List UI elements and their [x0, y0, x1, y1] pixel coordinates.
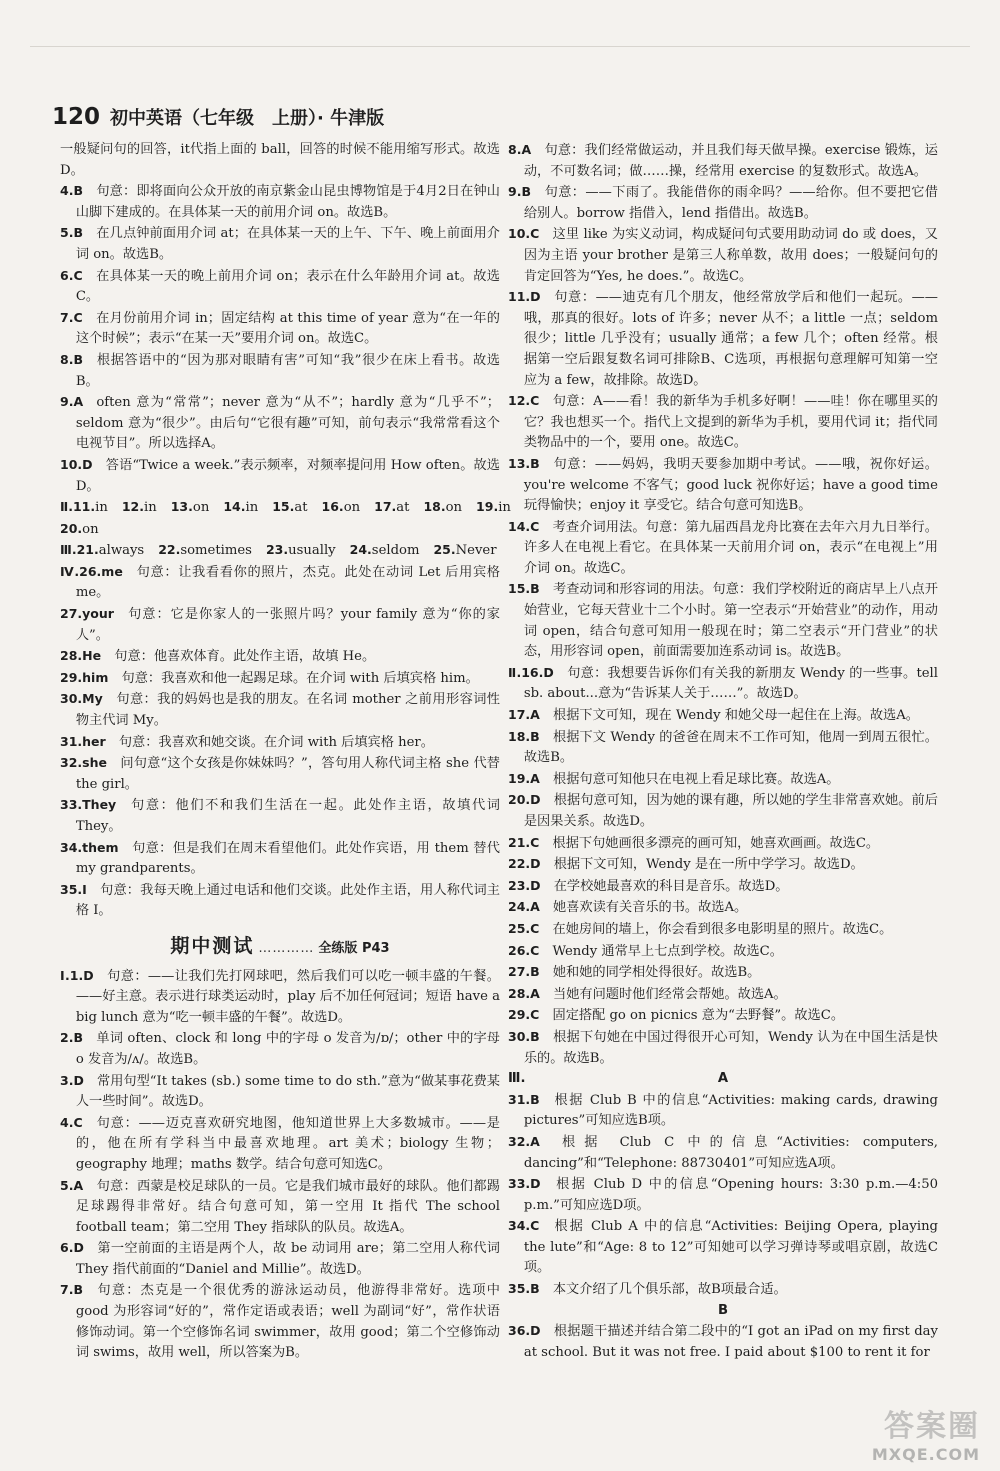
- question-number: 31.B: [508, 1091, 540, 1107]
- explanation-text: 句意：——妈妈，我明天要参加期中考试。——哦，祝你好运。you're welcome 不客气；good luck 祝你好运；have a good time 玩得愉快；enjoy it 享受它。结合句意可知选B。: [523, 456, 938, 514]
- answer-item: [508, 1132, 938, 1174]
- question-number: 9.B: [508, 184, 531, 200]
- answer-item: [60, 880, 500, 922]
- answer-item: [60, 181, 500, 223]
- explanation-text: 根据句意可知他只在电视上看足球比赛。故选A。: [553, 771, 840, 787]
- explanation-text: 根据题干描述并结合第二段中的“I got an iPad on my first day at school. But it was not free. I paid about $100 to rent it for: [523, 1324, 938, 1360]
- explanation-text: 在学校她最喜欢的科目是音乐。故选D。: [553, 878, 789, 894]
- answer-item: [60, 455, 500, 497]
- explanation-text: 第一空前面的主语是两个人，故 be 动词用 are；第二空用人称代词 They 指代前面的“Daniel and Millie”。故选D。: [75, 1241, 500, 1277]
- answer-item: [508, 941, 938, 963]
- answer-item: [60, 668, 500, 690]
- answer-item: [60, 1176, 500, 1239]
- explanation-text: 当她有问题时他们经常会帮她。故选A。: [553, 986, 787, 1002]
- explanation-text: 在具体某一天的晚上前用介词 on；表示在什么年龄用介词 at。故选C。: [75, 268, 500, 305]
- answer-row: [60, 540, 500, 562]
- fill-answer: [171, 500, 210, 515]
- explanation-text: 在月份前用介词 in；固定结构 at this time of year 意为“在一年的这个时候”；表示“在某一天”要用介词 on。故选C。: [75, 310, 500, 347]
- answer-word: sometimes: [180, 543, 252, 559]
- left-column: [60, 140, 511, 1364]
- fill-answer: [60, 522, 99, 537]
- answer-item: [60, 266, 500, 308]
- explanation-text: 句意：——迪克有几个朋友，他经常放学后和他们一起玩。——哦，那真的很好。lots of 许多；never 从不；a little 一点；seldom 很少；little 几乎没有；usually 通常；a few 几个；often 经常。根据第一空后跟复数名词可排除B、C选项，再根据句意理解可知第一空应为 a few，故排除。故选D。: [523, 290, 938, 388]
- question-number: 24.: [349, 542, 372, 558]
- answer-item: [60, 308, 500, 350]
- explanation-text: 句意：它是你家人的一张照片吗？your family 意为“你的家人”。: [75, 607, 500, 643]
- answer-item: [60, 1238, 500, 1280]
- book-title: 初中英语（七年级 上册）· 牛津版: [110, 108, 385, 129]
- explanation-text: 在几点钟前面用介词 at；在具体某一天的上午、下午、晚上前面用介词 on。故选B。: [75, 226, 500, 262]
- fill-answer: [223, 500, 258, 515]
- question-number: 20.D: [508, 792, 541, 808]
- question-number: 30.My: [60, 691, 103, 707]
- watermark-logo-text: 答案圈: [884, 1409, 980, 1444]
- explanation-text: 句意：即将面向公众开放的南京紫金山昆虫博物馆是于4月2日在钟山山脚下建成的。在具体某一天的前用介词 on。故选B。: [75, 184, 500, 220]
- answer-item: [508, 182, 938, 224]
- answer-word: at: [396, 500, 410, 516]
- answer-item: [60, 392, 500, 455]
- answer-item: [60, 1028, 500, 1070]
- explanation-text: 这里 like 为实义动词，构成疑问句式要用助动词 do 或 does，又因为主语 your brother 是第三人称单数，故用 does；一般疑问句的肯定回答为“Yes, he does.”。故选C。: [523, 227, 938, 284]
- answer-item: [60, 140, 500, 181]
- question-number: 5.A: [60, 1177, 84, 1193]
- question-number: 8.B: [60, 351, 83, 367]
- answer-item: [60, 350, 500, 392]
- subsection-heading: [508, 1301, 938, 1322]
- answer-item: [60, 562, 500, 604]
- answer-word: in: [498, 500, 511, 516]
- question-number: Ⅰ.1.D: [60, 967, 94, 983]
- answer-item: [508, 287, 938, 391]
- explanation-text: 根据句意可知，因为她的课有趣，所以她的学生非常喜欢她。前后是因果关系。故选D。: [523, 793, 938, 829]
- page-reference: 全练版 P43: [318, 940, 390, 956]
- answer-word: Never: [455, 543, 497, 559]
- explanation-text: Wendy 通常早上七点到学校。故选C。: [552, 943, 783, 959]
- question-number: 18.B: [508, 728, 540, 744]
- question-number: 25.C: [508, 920, 540, 936]
- explanation-text: 句意：我喜欢和她交谈。在介词 with 后填宾格 her。: [118, 734, 434, 750]
- explanation-text: 句意：让我看看你的照片，杰克。此处在动词 Let 后用宾格 me。: [75, 564, 500, 601]
- answer-item: [508, 579, 938, 662]
- answer-item: [508, 1174, 938, 1216]
- answer-item: [508, 876, 938, 898]
- fill-answer: [433, 543, 496, 558]
- explanation-text: 根据 Club A 中的信息“Activities: Beijing Opera, playing the lute”和“Age: 8 to 12”可知她可以学习弹诗琴或唱京剧，故选C项。: [523, 1219, 938, 1276]
- answer-item: [60, 753, 500, 795]
- explanation-text: 句意：他们不和我们生活在一起。此处作主语，故填代词 They。: [75, 798, 500, 834]
- answer-word: on: [192, 500, 210, 516]
- answer-item: [508, 984, 938, 1006]
- answer-item: [60, 1071, 500, 1113]
- explanation-text: 句意：——让我们先打网球吧，然后我们可以吃一顿丰盛的午餐。——好主意。表示进行球类运动时，play 后不加任何冠词；短语 have a big lunch 意为“吃一顿丰盛的午餐”。故选D。: [75, 968, 500, 1025]
- question-number: 28.He: [60, 648, 102, 664]
- question-number: 34.them: [60, 839, 119, 855]
- question-number: 33.D: [508, 1176, 541, 1192]
- answer-item: [60, 1280, 500, 1363]
- fill-answer: [266, 543, 336, 558]
- question-number: 25.: [433, 542, 456, 558]
- answer-item: [508, 1279, 938, 1301]
- question-number: 11.D: [508, 289, 541, 305]
- question-number: 14.: [223, 499, 246, 515]
- question-number: 4.C: [60, 1114, 83, 1130]
- question-number: 7.C: [60, 309, 83, 325]
- question-number: 6.C: [60, 267, 83, 283]
- question-number: 2.B: [60, 1030, 83, 1046]
- answer-item: [60, 732, 500, 754]
- answer-word: in: [245, 500, 259, 516]
- answer-item: [508, 391, 938, 454]
- question-number: 15.B: [508, 581, 540, 597]
- answer-item: [508, 790, 938, 832]
- explanation-text: 根据下句她在中国过得很开心可知，Wendy 认为在中国生活是快乐的。故选B。: [523, 1029, 938, 1066]
- question-number: 36.D: [508, 1323, 541, 1339]
- fill-answer: [350, 543, 420, 558]
- answer-item: [60, 966, 500, 1029]
- answer-row: [60, 497, 511, 519]
- explanation-text: 单词 often、clock 和 long 中的字母 o 发音为/ɒ/；other 中的字母 o 发音为/ʌ/。故选B。: [75, 1031, 500, 1067]
- answer-row: [60, 519, 500, 541]
- explanation-text: 根据 Club B 中的信息“Activities: making cards, drawing pictures”可知应选B项。: [523, 1092, 938, 1129]
- question-number: 28.A: [508, 985, 540, 1001]
- question-number: 23.D: [508, 877, 541, 893]
- question-number: 14.C: [508, 518, 540, 534]
- passage-letter: B: [717, 1302, 729, 1318]
- question-number: 19.: [476, 499, 499, 515]
- explanation-text: 句意：我们经常做运动，并且我们每天做早操。exercise 锻炼，运动，不可数名词；做……操，经常用 exercise 的复数形式。故选A。: [523, 143, 938, 179]
- question-number: 15.: [272, 499, 295, 515]
- answer-item: [508, 224, 938, 287]
- fill-answer: [77, 543, 145, 558]
- answer-item: [508, 919, 938, 941]
- explanation-text: 根据下句她画很多漂亮的画可知，她喜欢画画。故选C。: [552, 835, 880, 851]
- question-number: 33.They: [60, 797, 117, 813]
- explanation-text: 句意：——下雨了。我能借你的雨伞吗？——给你。但不要把它借给别人。borrow 指借入，lend 指借出。故选B。: [523, 185, 938, 221]
- explanation-text: 根据答语中的“因为那对眼睛有害”可知“我”很少在床上看书。故选B。: [75, 352, 500, 389]
- question-number: 19.A: [508, 770, 540, 786]
- section-numeral: Ⅱ.: [60, 499, 73, 515]
- explanation-text: 句意：——迈克喜欢研究地图，他知道世界上大多数城市。——是的，他在所有学科当中最喜欢地理。art 美术；biology 生物；geography 地理；maths 数学。结合句意可知选C。: [75, 1115, 500, 1172]
- explanation-text: 句意：我的妈妈也是我的朋友。在名词 mother 之前用形容词性物主代词 My。: [75, 692, 500, 729]
- answer-item: [508, 1216, 938, 1279]
- answer-word: usually: [288, 543, 336, 559]
- answer-item: [508, 897, 938, 919]
- question-number: 13.B: [508, 455, 540, 471]
- explanation-text: often 意为“常常”；never 意为“从不”；hardly 意为“几乎不”；seldom 意为“很少”。由后句“它很有趣”可知，前句表示“我常常看这个电视节目”。所以选择A。: [75, 395, 500, 452]
- question-number: 22.D: [508, 856, 541, 872]
- explanation-text: 句意：他喜欢体育。此处作主语，故填 He。: [114, 649, 376, 665]
- explanation-text: 考查动词和形容词的用法。句意：我们学校附近的商店早上八点开始营业，它每天营业十二个小时。第一空表示“开始营业”的动作，用动词 open，结合句意可知用一般现在时；第二空表示“开门营业”的状态，用形容词 open，前面需要加连系动词 is。故选B。: [523, 582, 938, 660]
- question-number: 13.: [170, 499, 193, 515]
- fill-answer: [122, 500, 157, 515]
- answer-word: in: [95, 500, 108, 516]
- answer-item: [508, 833, 938, 855]
- question-number: 4.B: [60, 183, 83, 199]
- answer-word: in: [144, 500, 157, 516]
- answer-item: [508, 517, 938, 580]
- answer-item: [60, 795, 500, 837]
- question-number: 8.A: [508, 142, 532, 157]
- page-top-border: [30, 6, 970, 47]
- question-number: 34.C: [508, 1218, 540, 1234]
- explanation-text: 根据 Club C 中的信息“Activities: computers, dancing”和“Telephone: 88730401”可知应选A项。: [523, 1134, 938, 1171]
- question-number: 35.I: [60, 881, 87, 897]
- question-number: 21.C: [508, 834, 540, 850]
- answer-item: [60, 838, 500, 880]
- answer-item: [508, 663, 938, 705]
- question-number: 21.: [76, 542, 99, 558]
- question-number: 6.D: [60, 1240, 84, 1256]
- question-number: 18.: [423, 499, 446, 515]
- leader-dots: …………: [258, 940, 315, 956]
- section-title-text: 期中测试: [170, 934, 255, 957]
- question-number: 3.D: [60, 1072, 84, 1088]
- question-number: 29.C: [508, 1007, 540, 1023]
- answer-item: [60, 689, 500, 731]
- fill-answer: [272, 500, 307, 515]
- question-number: 29.him: [60, 669, 109, 685]
- explanation-text: 句意：我想要告诉你们有关我的新朋友 Wendy 的一些事。tell sb. about...意为“告诉某人关于……”。故选D。: [523, 665, 938, 702]
- answer-item: [508, 854, 938, 876]
- answer-item: [508, 1090, 938, 1132]
- fill-answer: [476, 500, 511, 515]
- answer-word: always: [98, 543, 145, 559]
- explanation-text: 句意：但是我们在周末看望他们。此处作宾语，用 them 替代 my grandparents。: [75, 840, 500, 877]
- question-number: 30.B: [508, 1028, 540, 1044]
- question-number: 24.A: [508, 899, 540, 915]
- answer-item: [60, 604, 500, 646]
- answer-word: seldom: [371, 543, 420, 559]
- question-number: 32.she: [60, 755, 107, 771]
- answer-item: [508, 454, 938, 517]
- question-number: 22.: [158, 542, 181, 558]
- answer-item: [60, 223, 500, 265]
- question-number: 11.: [72, 499, 96, 515]
- explanation-text: 句意：A——看！我的新华为手机多好啊！——哇！你在哪里买的它？我也想买一个。指代上文提到的新华为手机，要用代词 it；指代同类物品中的一个，要用 one。故选C。: [523, 394, 938, 451]
- question-number: 17.A: [508, 707, 540, 723]
- answer-word: on: [343, 500, 361, 516]
- answer-item: [508, 1027, 938, 1069]
- subsection-heading: [508, 1069, 938, 1090]
- question-number: 9.A: [60, 394, 84, 410]
- answer-item: [508, 705, 938, 727]
- question-number: Ⅱ.16.D: [508, 664, 554, 680]
- explanation-text: 答语“Twice a week.”表示频率，对频率提问用 How often。故选D。: [75, 457, 500, 494]
- explanation-text: 句意：西蒙是校足球队的一员。它是我们城市最好的球队。他们都踢足球踢得非常好。结合句意可知，第一空用 It 指代 The school football team；第二空用 They 指球队的队员。故选A。: [75, 1178, 500, 1235]
- explanation-text: 句意：我每天晚上通过电话和他们交谈。此处作主语，用人称代词主格 I。: [75, 882, 500, 919]
- answer-item: [508, 1321, 938, 1363]
- explanation-text: 她喜欢读有关音乐的书。故选A。: [553, 900, 748, 916]
- explanation-text: 问句意“这个女孩是你妹妹吗？”，答句用人称代词主格 she 代替 the girl。: [75, 756, 500, 792]
- question-number: 35.B: [508, 1281, 540, 1297]
- explanation-text: 根据下文 Wendy 的爸爸在周末不工作可知，他周一到周五很忙。故选B。: [523, 729, 938, 766]
- explanation-text: 考查介词用法。句意：第九届西昌龙舟比赛在去年六月九日举行。许多人在电视上看它。在具体某一天前用介词 on，表示“在电视上”用介词 on。故选C。: [523, 519, 938, 576]
- section-numeral: Ⅲ.: [60, 542, 77, 558]
- section-heading: [60, 936, 500, 960]
- answer-item: [60, 646, 500, 668]
- question-number: 12.: [121, 499, 145, 515]
- answer-item: [508, 962, 938, 984]
- explanation-text: 句意：杰克是一个很优秀的游泳运动员，他游得非常好。选项中 good 为形容词“好的”，常作定语或表语；well 为副词“好”，常作状语修饰动词。第一个空修饰名词 swimmer，故用 good；第二个空修饰动词 swims，故用 well，所以答案为B。: [75, 1283, 500, 1361]
- question-number: 10.C: [508, 226, 540, 242]
- question-number: 23.: [265, 542, 289, 558]
- answer-item: [60, 1113, 500, 1176]
- explanation-text: 在她房间的墙上，你会看到很多电影明星的照片。故选C。: [552, 921, 893, 937]
- fill-answer: [322, 500, 361, 515]
- question-number: 17.: [374, 499, 397, 515]
- answer-item: [508, 140, 938, 182]
- explanation-text: 她和她的同学相处得很好。故选B。: [552, 965, 761, 981]
- answer-item: [508, 769, 938, 791]
- answer-item: [508, 727, 938, 769]
- question-number: 10.D: [60, 456, 93, 472]
- fill-answer: [158, 543, 252, 558]
- answer-item: [508, 1005, 938, 1027]
- answer-word: on: [445, 500, 463, 516]
- page-number: 120: [52, 104, 101, 130]
- question-number: 12.C: [508, 393, 540, 409]
- question-number: 5.B: [60, 225, 83, 241]
- right-column: [508, 140, 938, 1363]
- explanation-text: 本文介绍了几个俱乐部，故B项最合适。: [552, 1282, 787, 1298]
- site-watermark: [800, 1401, 980, 1464]
- question-number: 31.her: [60, 733, 106, 749]
- explanation-text: 常用句型“It takes (sb.) some time to do sth.”意为“做某事花费某人一些时间”。故选D。: [75, 1073, 500, 1110]
- question-number: 20.: [60, 520, 83, 536]
- question-number: 16.: [321, 499, 344, 515]
- explanation-text: 固定搭配 go on picnics 意为“去野餐”。故选C。: [552, 1008, 845, 1024]
- explanation-text: 一般疑问句的回答，it代指上面的 ball，回答的时候不能用缩写形式。故选D。: [60, 142, 500, 178]
- answer-word: on: [82, 521, 99, 537]
- watermark-url: MXQE.COM: [871, 1445, 980, 1464]
- question-number: 26.C: [508, 942, 540, 958]
- answer-word: at: [294, 500, 308, 516]
- fill-answer: [73, 500, 108, 515]
- section-numeral: Ⅲ.: [508, 1071, 526, 1087]
- question-number: 32.A: [508, 1133, 540, 1149]
- fill-answer: [423, 500, 462, 515]
- explanation-text: 句意：我喜欢和他一起踢足球。在介词 with 后填宾格 him。: [121, 670, 479, 686]
- question-number: 7.B: [60, 1282, 83, 1298]
- passage-letter: A: [717, 1071, 729, 1087]
- explanation-text: 根据下文可知，现在 Wendy 和她父母一起住在上海。故选A。: [553, 708, 919, 724]
- explanation-text: 根据 Club D 中的信息“Opening hours: 3:30 p.m.—4:50 p.m.”可知应选D项。: [523, 1177, 938, 1213]
- question-number: 27.your: [60, 606, 114, 622]
- explanation-text: 根据下文可知，Wendy 是在一所中学学习。故选D。: [553, 857, 864, 873]
- page-header: [52, 102, 952, 132]
- question-number: Ⅳ.26.me: [60, 563, 123, 579]
- question-number: 27.B: [508, 964, 540, 980]
- fill-answer: [374, 500, 409, 515]
